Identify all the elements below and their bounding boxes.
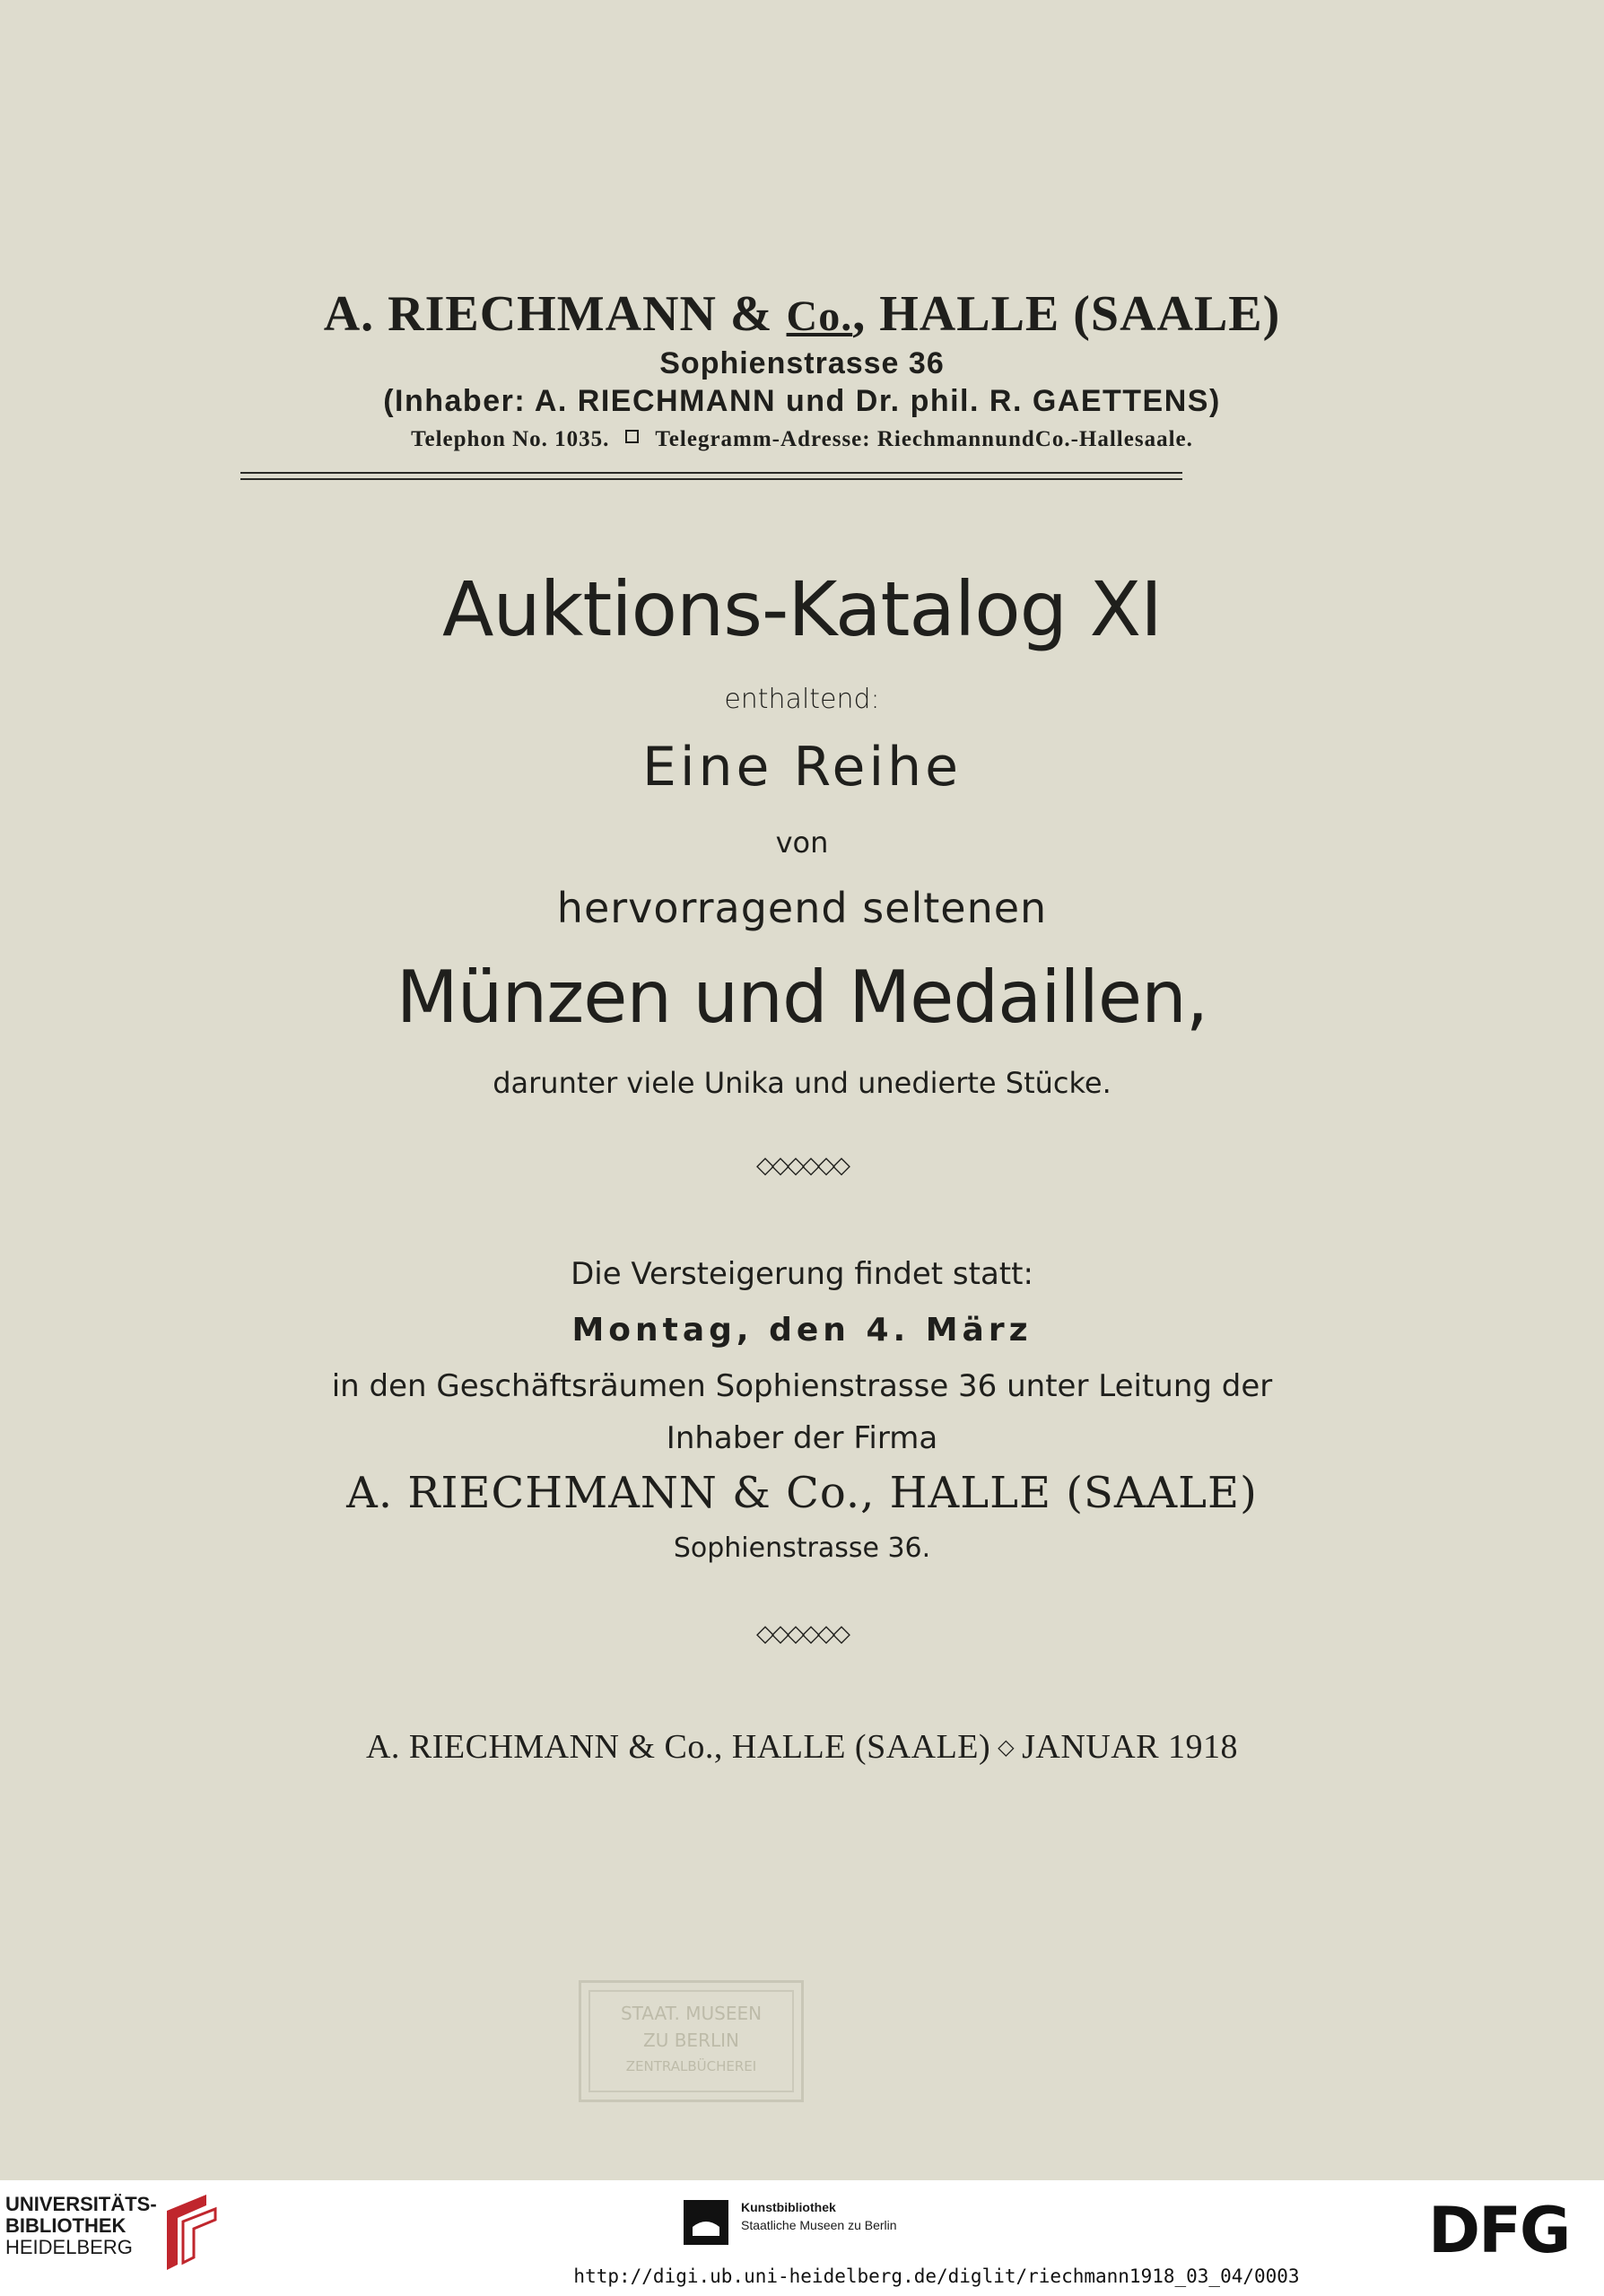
- containing-label: enthaltend:: [724, 684, 880, 715]
- permalink-url[interactable]: http://digi.ub.uni-heidelberg.de/diglit/riechmann1918_03_04/0003: [573, 2265, 1300, 2287]
- imprint-publisher: A. RIECHMANN & Co., HALLE (SAALE): [365, 1728, 991, 1766]
- auction-firm: A. RIECHMANN & Co., HALLE (SAALE): [346, 1468, 1258, 1518]
- catalog-title: Auktions-Katalog XI: [442, 565, 1162, 653]
- telegram-address: Telegramm-Adresse: RiechmannundCo.-Hallesaale.: [655, 427, 1193, 451]
- ub-line: BIBLIOTHEK: [5, 2214, 126, 2237]
- auction-date: Montag, den 4. März: [571, 1312, 1033, 1349]
- subtitle: darunter viele Unika und unedierte Stücke.: [493, 1066, 1111, 1100]
- firm-street: Sophienstrasse 36: [659, 346, 945, 380]
- imprint-date: JANUAR 1918: [1022, 1728, 1239, 1766]
- firm-title-city: , HALLE (SAALE): [852, 286, 1281, 342]
- series-heading: Eine Reihe: [641, 736, 963, 799]
- ub-line: UNIVERSITÄTS-: [5, 2193, 157, 2215]
- firm-contact: [0, 427, 1604, 452]
- firm-owners: (Inhaber: A. RIECHMANN und Dr. phil. R. GAETTENS): [383, 384, 1221, 418]
- header-rule-top: [240, 472, 1182, 474]
- telephone-number: Telephon No. 1035.: [411, 427, 610, 451]
- dfg-logo[interactable]: DFG: [1428, 2194, 1570, 2267]
- ornament-divider-icon: ◇◇◇◇◇◇: [756, 1620, 848, 1647]
- stamp-line: ZENTRALBÜCHEREI: [625, 2058, 757, 2074]
- header-rule-bottom: [240, 478, 1182, 480]
- ub-line: HEIDELBERG: [5, 2236, 133, 2258]
- imprint: [0, 1727, 1604, 1767]
- auction-location: in den Geschäftsräumen Sophienstrasse 36 unter Leitung der: [331, 1368, 1273, 1404]
- rare-label: hervorragend seltenen: [556, 884, 1048, 932]
- kb-subtitle: Staatliche Museen zu Berlin: [741, 2218, 897, 2232]
- auction-owners: Inhaber der Firma: [666, 1420, 938, 1456]
- kunstbibliothek-label[interactable]: [741, 2198, 897, 2234]
- ornament-divider-icon: ◇◇◇◇◇◇: [756, 1152, 848, 1179]
- auction-intro: Die Versteigerung findet statt:: [571, 1256, 1033, 1292]
- ub-heidelberg-logo-text[interactable]: [5, 2194, 157, 2258]
- kunstbibliothek-logo-icon[interactable]: [684, 2200, 728, 2245]
- auction-street: Sophienstrasse 36.: [673, 1532, 931, 1564]
- diamond-separator-icon: ◇: [998, 1736, 1016, 1759]
- coins-heading: Münzen und Medaillen,: [396, 956, 1208, 1039]
- stamp-line: STAAT. MUSEEN: [620, 2003, 763, 2024]
- library-stamp: [579, 1980, 804, 2102]
- kb-title: Kunstbibliothek: [741, 2200, 836, 2214]
- firm-title: [0, 285, 1604, 343]
- of-label: von: [775, 825, 829, 860]
- square-separator-icon: [625, 430, 639, 443]
- firm-title-co: Co.: [786, 292, 853, 340]
- stamp-line: ZU BERLIN: [643, 2030, 739, 2051]
- ub-heidelberg-logo-icon[interactable]: [160, 2191, 222, 2272]
- firm-title-name: A. RIECHMANN &: [323, 286, 787, 342]
